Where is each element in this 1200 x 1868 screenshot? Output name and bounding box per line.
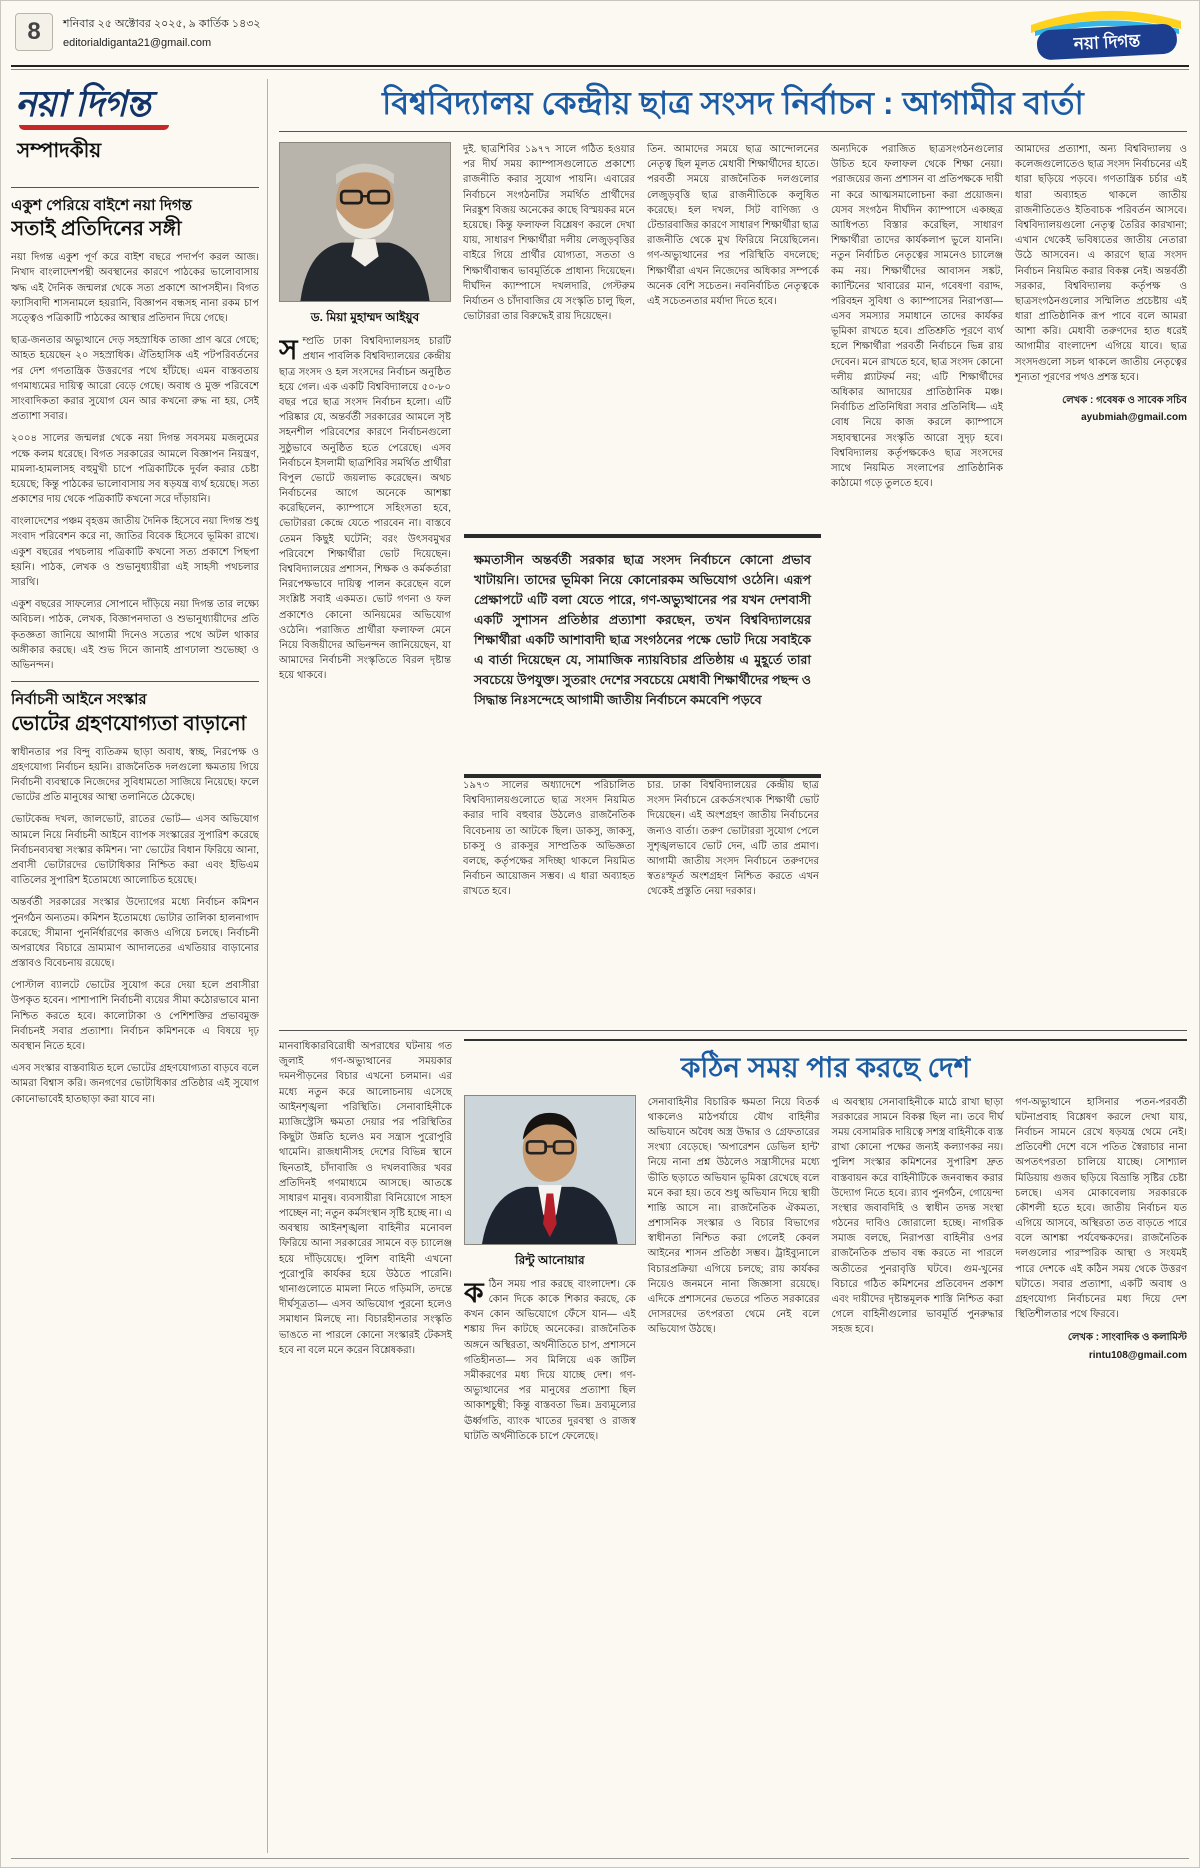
author-email-link[interactable]: rintu108@gmail.com	[1088, 1349, 1187, 1361]
column-text	[464, 1277, 636, 1444]
author-portrait-art	[464, 1095, 636, 1245]
paragraph: নয়া দিগন্ত একুশ পূর্ণ করে বাইশ বছরে পদার্পণ করল আজ। নিখাদ বাংলাদেশপন্থী অবস্থানের কারণে পাঠকের ভালোবাসায় ঋদ্ধ এই দৈনিক জন্মলগ্ন থেকে সত্য প্রকাশে আপসহীন। বিগত ফ্যাসিবাদী শাসনামলে হয়রানি, বিজ্ঞাপন বন্ধসহ নানা রকম চাপ সত্ত্বেও পত্রিকাটি পাঠকের আস্থার প্রতিদান দিয়ে গেছে।	[11, 252, 259, 325]
header-rule-thin	[11, 69, 1189, 70]
masthead-logo-text: নয়া দিগন্ত	[15, 83, 150, 124]
paragraph: ছাত্র-জনতার অভ্যুত্থানে দেড় সহস্রাধিক তাজা প্রাণ ঝরে গেছে; আহত হয়েছেন ২০ সহস্রাধিক। ঐতিহাসিক এই পটপরিবর্তনের পর দেশ গণতান্ত্রিক উত্তরণের পথে হাঁটছে। এমন বাস্তবতায় গণমাধ্যমের দায়িত্ব আরো বেড়ে গেছে। অবাধ ও মুক্ত পরিবেশে সাংবাদিকতা করার সুযোগ যেন আর কখনো রুদ্ধ না হয়, সেই প্রত্যাশা সবার।	[11, 335, 259, 423]
body-text: তিন. আমাদের সময়ে ছাত্র আন্দোলনের নেতৃত্ব ছিল মূলত মেধাবী শিক্ষার্থীদের হাতে। পরবর্তী সময়ে রাজনৈতিক দলগুলোর লেজুড়বৃত্তি ছাত্র রাজনীতিকে কলুষিত করেছে। হল দখল, সিট বাণিজ্য ও টেন্ডারবাজির কারণে সাধারণ শিক্ষার্থীরা ছাত্র রাজনীতি থেকে মুখ ফিরিয়ে নিয়েছিলেন। গণ-অভ্যুত্থানের পর পরিস্থিতি বদলেছে; শিক্ষার্থীরা এখন নিজেদের অধিকার সম্পর্কে অনেক বেশি সচেতন। নবনির্বাচিত নেতৃত্বকে এই সচেতনতার মর্যাদা দিতে হবে।	[647, 144, 819, 307]
paragraph: স্বাধীনতার পর বিন্দু ব্যতিক্রম ছাড়া অবাধ, স্বচ্ছ, নিরপেক্ষ ও গ্রহণযোগ্য নির্বাচন হয়নি। রাজনৈতিক দলগুলো ক্ষমতায় গিয়ে নির্বাচনী ব্যবস্থাকে নিজেদের সুবিধামতো সাজিয়ে নিয়েছে। ফলে ভোটের প্রতি মানুষের আস্থা তলানিতে ঠেকেছে।	[11, 746, 259, 804]
lead-article	[279, 142, 1187, 1022]
paragraph: এসব সংস্কার বাস্তবায়িত হলে ভোটের গ্রহণযোগ্যতা বাড়বে বলে আমরা বিশ্বাস করি। জনগণের ভোটাধিকার প্রতিষ্ঠার এই সুযোগ কোনোভাবেই হাতছাড়া করা যাবে না।	[11, 1063, 259, 1105]
author-credit: লেখক : গবেষক ও সাবেক সচিব	[1062, 395, 1187, 406]
column-text	[279, 334, 451, 683]
article-column-5	[1015, 1095, 1187, 1821]
article-column-4	[831, 142, 1003, 1022]
editorial-title: ভোটের গ্রহণযোগ্যতা বাড়ানো	[11, 712, 247, 735]
article-column-1	[279, 142, 451, 1022]
editorial-email-link[interactable]: editorialdiganta21@gmail.com	[63, 37, 212, 49]
drop-cap: স	[279, 334, 298, 366]
editorial-title: সতাই প্রতিদিনের সঙ্গী	[11, 218, 182, 241]
body-text: ম্প্রতি ঢাকা বিশ্ববিদ্যালয়সহ চারটি প্রধান পাবলিক বিশ্ববিদ্যালয়ের কেন্দ্রীয় ছাত্র সংসদ ও হল সংসদের নির্বাচন অনুষ্ঠিত হয়ে গেল। এক একটি বিশ্ববিদ্যালয়ে ৫০-৮০ বছর পরে ছাত্র সংসদ নির্বাচন হলো। এটি পরিষ্কার যে, অন্তর্বর্তী সরকারের আমলে সৃষ্ট সহনশীল পরিবেশের কারণে নির্বাচনগুলো সুষ্ঠুভাবে অনুষ্ঠিত হতে পেরেছে। এসব নির্বাচনে ইসলামী ছাত্রশিবির সমর্থিত প্রার্থীরা বিপুল ভোটে জয়লাভ করেছেন। অথচ নির্বাচনের আগে অনেকে আশঙ্কা করেছিলেন, ক্যাম্পাসে সহিংসতা হবে, ভোটাররা কেন্দ্রে যেতে পারবেন না। বাস্তবে তেমন কিছুই ঘটেনি; বরং উৎসবমুখর পরিবেশে শিক্ষার্থীরা ভোট দিয়েছেন। বিশ্ববিদ্যালয়ের প্রশাসন, শিক্ষক ও কর্মকর্তারা নিরপেক্ষভাবে দায়িত্ব পালন করেছেন বলে সংশ্লিষ্ট সবাই একমত। ভোট গণনা ও ফল প্রকাশেও কোনো অনিয়মের অভিযোগ ওঠেনি। পরাজিত প্রার্থীরা ফলাফল মেনে নিয়ে বিজয়ীদের অভিনন্দন জানিয়েছেন, যা আমাদের নির্বাচনী সংস্কৃতিতে বিরল দৃষ্টান্ত হয়ে থাকবে।	[279, 336, 451, 682]
masthead-underline	[19, 125, 169, 130]
paragraph: অন্তর্বর্তী সরকারের সংস্কার উদ্যোগের মধ্যে নির্বাচন কমিশন পুনর্গঠন অন্যতম। কমিশন ইতোমধ্যে ভোটার তালিকা হালনাগাদ করেছে; সীমানা পুনর্নির্ধারণের কাজও এগিয়ে চলছে। নির্বাচনী অপরাধের বিচারে ভ্রাম্যমাণ আদালতের এখতিয়ার বাড়ানোর প্রস্তাবও বিবেচনায় রয়েছে।	[11, 897, 259, 970]
second-article-columns	[464, 1095, 1187, 1821]
article-column-1	[279, 1039, 452, 1821]
footer-rule	[11, 1858, 1189, 1859]
editorial-kicker: নির্বাচনী আইনে সংস্কার	[11, 691, 147, 709]
main-content	[279, 79, 1187, 1853]
body-text: গণ-অভ্যুত্থানে হাসিনার পতন-পরবর্তী ঘটনাপ্রবাহ বিশ্লেষণ করলে দেখা যায়, নির্বাচন সামনে রেখে ষড়যন্ত্র থেমে নেই। প্রতিবেশী দেশে বসে পতিত স্বৈরাচার নানা অপতৎপরতা চালিয়ে যাচ্ছে। সোশ্যাল মিডিয়ায় গুজব ছড়িয়ে বিভ্রান্তি সৃষ্টির চেষ্টা চলছে। এসব মোকাবেলায় সরকারকে কৌশলী হতে হবে। জাতীয় নির্বাচন যত এগিয়ে আসবে, অস্থিরতা তত বাড়তে পারে বলে আশঙ্কা পর্যবেক্ষকদের। রাজনৈতিক দলগুলোর পারস্পরিক আস্থা ও সংযমই পারে দেশকে এই কঠিন সময় থেকে উত্তরণ ঘটাতে। সবার প্রত্যাশা, একটি অবাধ ও গ্রহণযোগ্য নির্বাচনের মধ্য দিয়ে দেশ স্থিতিশীলতার পথে ফিরবে।	[1015, 1096, 1187, 1321]
author-photo	[464, 1095, 636, 1245]
editorial-masthead	[11, 79, 259, 179]
body-text: আমাদের প্রত্যাশা, অন্য বিশ্ববিদ্যালয় ও কলেজগুলোতেও ছাত্র সংসদ নির্বাচনের এই ধারা ছড়িয়ে পড়বে। গণতান্ত্রিক চর্চার এই ধারা অব্যাহত থাকলে জাতীয় রাজনীতিতেও ইতিবাচক পরিবর্তন আসবে। বিশ্ববিদ্যালয়গুলো নেতৃত্ব তৈরির কারখানা; এখান থেকেই ভবিষ্যতের জাতীয় নেতারা উঠে আসবেন। এ কারণে ছাত্র সংসদ নির্বাচন নিয়মিত করার বিকল্প নেই। অন্তর্বর্তী সরকার, বিশ্ববিদ্যালয় কর্তৃপক্ষ ও ছাত্রসংগঠনগুলোর সম্মিলিত প্রচেষ্টায় এই ধারা প্রাতিষ্ঠানিক রূপ পাবে বলে আমরা আশা করি। মেধাবী তরুণদের হাত ধরেই আগামীর বাংলাদেশ এগিয়ে যাবে। ছাত্র সংসদগুলো সচল থাকলে জাতীয় নেতৃত্বের শূন্যতা পূরণের পথও প্রশস্ত হবে।	[1015, 144, 1187, 383]
paragraph: একুশ বছরের সাফল্যের সোপানে দাঁড়িয়ে নয়া দিগন্ত তার লক্ষ্যে অবিচল। পাঠক, লেখক, বিজ্ঞাপনদাতা ও শুভানুধ্যায়ীদের প্রতি কৃতজ্ঞতা জানিয়ে আগামী দিনেও সত্যের পথে অটল থাকার অঙ্গীকার করছে। এই শুভ দিনে জানাই প্রাণঢালা শুভেচ্ছা ও অভিনন্দন।	[11, 599, 259, 671]
editorial-column	[11, 79, 259, 1853]
article-column-4	[832, 1095, 1004, 1821]
drop-cap: ক	[464, 1276, 484, 1308]
author-email-link[interactable]: ayubmiah@gmail.com	[1081, 412, 1187, 424]
author-name: ড. মিয়া মুহাম্মদ আইয়ুব	[310, 310, 420, 324]
author-credit: লেখক : সাংবাদিক ও কলামিস্ট	[1067, 1332, 1187, 1344]
page-number: 8	[15, 13, 53, 51]
author-portrait-art	[279, 142, 451, 302]
date-line: শনিবার ২৫ অক্টোবর ২০২৫, ৯ কার্তিক ১৪৩২	[63, 18, 261, 30]
second-headline: কঠিন সময় পার করছে দেশ	[464, 1039, 1187, 1095]
article-column-2	[464, 1095, 636, 1821]
column-divider	[267, 79, 268, 1853]
logo-title: নয়া দিগন্ত	[1073, 31, 1141, 54]
paragraph: বাংলাদেশের পঞ্চম বৃহত্তম জাতীয় দৈনিক হিসেবে নয়া দিগন্ত শুধু সংবাদ পরিবেশন করে না, জাতির বিবেক হিসেবে ভূমিকা রাখে। একুশ বছরের পথচলায় পত্রিকাটি কখনো সত্য প্রকাশে পিছপা হয়নি। পাঠক, লেখক ও শুভানুধ্যায়ীরা এই সাহসী পথচলার সারথি।	[11, 516, 259, 589]
section-divider-rule	[279, 1030, 1187, 1031]
headline-rule	[279, 131, 1187, 132]
newspaper-logo-art	[1025, 5, 1185, 61]
page-header	[1, 1, 1199, 65]
header-rule-thick	[11, 65, 1189, 67]
date-block	[63, 15, 261, 49]
paragraph: পোস্টাল ব্যালটে ভোটের সুযোগ করে দেয়া হলে প্রবাসীরা উপকৃত হবেন। পাশাপাশি নির্বাচনী ব্যয়ের সীমা কঠোরভাবে মানা নিশ্চিত করতে হবে। কালোটাকা ও পেশিশক্তির প্রভাবমুক্ত নির্বাচনই সবার প্রত্যাশা। নির্বাচন কমিশনকে এ বিষয়ে দৃঢ় অবস্থান নিতে হবে।	[11, 980, 259, 1053]
body-text: ১৯৭৩ সালের অধ্যাদেশে পরিচালিত বিশ্ববিদ্যালয়গুলোতে ছাত্র সংসদ নিয়মিত করার দাবি বহুবার উঠলেও রাজনৈতিক বিবেচনায় তা আটকে ছিল। ডাকসু, জাকসু, চাকসু ও রাকসুর সাম্প্রতিক অভিজ্ঞতা বলছে, কর্তৃপক্ষের সদিচ্ছা থাকলে নিয়মিত নির্বাচন আয়োজন সম্ভব। এ ধারা অব্যাহত রাখতে হবে।	[463, 780, 635, 898]
newspaper-logo	[1025, 5, 1185, 61]
body-text: অন্যদিকে পরাজিত ছাত্রসংগঠনগুলোর উচিত হবে ফলাফল থেকে শিক্ষা নেয়া। পরাজয়ের জন্য প্রশাসন বা প্রতিপক্ষকে দায়ী না করে আত্মসমালোচনা করা প্রয়োজন। যেসব সংগঠন দীর্ঘদিন ক্যাম্পাসে একচ্ছত্র আধিপত্য বিস্তার করেছিল, সাধারণ শিক্ষার্থীরা তাদের কার্যকলাপ ভুলে যাননি। নতুন নির্বাচিত নেতৃত্বের সামনেও চ্যালেঞ্জ কম নয়। শিক্ষার্থীদের আবাসন সঙ্কট, ক্যান্টিনের খাবারের মান, গবেষণা বরাদ্দ, পরিবহন সুবিধা ও ক্যাম্পাসের নিরাপত্তা— এসব সমস্যার সমাধানে তাদের কার্যকর ভূমিকা রাখতে হবে। প্রতিশ্রুতি পূরণে ব্যর্থ হলে শিক্ষার্থীরা পরবর্তী নির্বাচনে ভিন্ন রায় দেবেন। মনে রাখতে হবে, ছাত্র সংসদ কোনো দলীয় প্ল্যাটফর্ম নয়; এটি শিক্ষার্থীদের অধিকার আদায়ের প্রাতিষ্ঠানিক মঞ্চ। নির্বাচিত প্রতিনিধিরা সবার প্রতিনিধি— এই বোধ নিয়ে কাজ করলে ক্যাম্পাসে সহাবস্থানের সংস্কৃতি আরো সুদৃঢ় হবে। বিশ্ববিদ্যালয় কর্তৃপক্ষকেও ছাত্র সংসদের সাথে নিয়মিত সংলাপের প্রাতিষ্ঠানিক কাঠামো গড়ে তুলতে হবে।	[831, 144, 1003, 490]
masthead-subtitle: সম্পাদকীয়	[17, 139, 102, 162]
article-column-3	[648, 1095, 820, 1821]
editorial-kicker: একুশ পেরিয়ে বাইশে নয়া দিগন্ত	[11, 196, 193, 214]
editorial-body	[11, 250, 259, 673]
body-text: ঠিন সময় পার করছে বাংলাদেশ। কে কোন দিকে কাকে শিকার করছে, কে কখন কোন অভিযোগে ফেঁসে যান— এই শঙ্কায় দিন কাটছে অনেকের। রাজনৈতিক অঙ্গনে অস্থিরতা, অর্থনীতিতে চাপ, প্রশাসনে গতিহীনতা— সব মিলিয়ে এক জটিল সমীকরণের মধ্য দিয়ে যাচ্ছে দেশ। গণ-অভ্যুত্থানের পর মানুষের প্রত্যাশা ছিল আকাশচুম্বী; কিন্তু বাস্তবতা ভিন্ন। দ্রব্যমূল্যের ঊর্ধ্বগতি, ব্যাংক খাতের দুরবস্থা ও রাজস্ব ঘাটতি অর্থনীতিকে চাপে ফেলেছে।	[464, 1278, 636, 1442]
pull-quote: ক্ষমতাসীন অন্তর্বর্তী সরকার ছাত্র সংসদ নির্বাচনে কোনো প্রভাব খাটায়নি। তাদের ভূমিকা নিয়ে কোনোরকম অভিযোগ ওঠেনি। এরূপ প্রেক্ষাপটে এটি বলা যেতে পারে, গণ-অভ্যুত্থানের পর যখন দেশবাসী একটি সুশাসন প্রতিষ্ঠার প্রত্যাশা করছেন, তখন বিশ্ববিদ্যালয়ের শিক্ষার্থীরা একটি আশাবাদী ছাত্র সংগঠনের পক্ষে ভোট দিয়ে সবাইকে এ বার্তা দিয়েছেন যে, সামাজিক ন্যায়বিচার প্রতিষ্ঠায় এ মুহূর্তে তারা সবচেয়ে উপযুক্ত। সুতরাং দেশের সবচেয়ে মেধাবী শিক্ষার্থীদের পছন্দ ও সিদ্ধান্ত নিঃসন্দেহে আগামী জাতীয় নির্বাচনে কমবেশি পড়বে	[464, 534, 821, 778]
editorial-body	[11, 745, 259, 1107]
body-text: এ অবস্থায় সেনাবাহিনীকে মাঠে রাখা ছাড়া সরকারের সামনে বিকল্প ছিল না। তবে দীর্ঘ সময় বেসামরিক দায়িত্বে সশস্ত্র বাহিনীকে ব্যস্ত রাখা কোনো পক্ষের জন্যই কল্যাণকর নয়। পুলিশ সংস্কার কমিশনের সুপারিশ দ্রুত বাস্তবায়ন করে বাহিনীটিকে জনবান্ধব করার উদ্যোগ নিতে হবে। র‍্যাব পুনর্গঠন, গোয়েন্দা সংস্থার জবাবদিহি ও স্বাধীন তদন্ত সংস্থা গঠনের দাবিও জোরালো হচ্ছে। নাগরিক সমাজ বলছে, নিরাপত্তা বাহিনীর ওপর রাজনৈতিক প্রভাব বন্ধ করতে না পারলে অতীতের পুনরাবৃত্তি ঘটবে। গুম-খুনের বিচারে গঠিত কমিশনের প্রতিবেদন প্রকাশ এবং দায়ীদের দৃষ্টান্তমূলক শাস্তি নিশ্চিত করা গেলে বাহিনীগুলোর ভাবমূর্তি পুনরুদ্ধার সহজ হবে।	[831, 1096, 1004, 1336]
body-text: দুই. ছাত্রশিবির ১৯৭৭ সালে গঠিত হওয়ার পর দীর্ঘ সময় ক্যাম্পাসগুলোতে প্রকাশ্যে রাজনীতি করার সুযোগ পায়নি। এবারের নির্বাচনে সংগঠনটির সমর্থিত প্রার্থীদের নিরঙ্কুশ বিজয় অনেকের কাছে বিস্ময়কর মনে হয়েছে। কিন্তু ফলাফল বিশ্লেষণ করলে দেখা যায়, সাধারণ শিক্ষার্থীরা দলীয় লেজুড়বৃত্তির বাইরে গিয়ে প্রার্থীর যোগ্যতা, সততা ও শিক্ষার্থীবান্ধব ভাবমূর্তিকে প্রাধান্য দিয়েছেন। দীর্ঘদিন ক্যাম্পাসে দখলদারি, গেস্টরুম নির্যাতন ও চাঁদাবাজির যে সংস্কৃতি চালু ছিল, ভোটাররা তার বিরুদ্ধেই রায় দিয়েছেন।	[463, 144, 635, 323]
paragraph: ভোটকেন্দ্র দখল, জালভোট, রাতের ভোট— এসব অভিযোগ আমলে নিয়ে নির্বাচনী আইনে ব্যাপক সংস্কারের সুপারিশ করেছে নির্বাচনব্যবস্থা সংস্কার কমিশন। 'না' ভোটের বিধান ফিরিয়ে আনা, প্রবাসী ভোটারদের ভোটাধিকার নিশ্চিত করা এবং ইভিএম বাতিলের সুপারিশ ইতোমধ্যে আলোচিত হয়েছে।	[11, 814, 259, 887]
editorial-article-election-reform	[11, 681, 259, 1107]
paragraph: ২০০৪ সালের জন্মলগ্ন থেকে নয়া দিগন্ত সবসময় মজলুমের পক্ষে কলম ধরেছে। বিগত সরকারের আমলে বিজ্ঞাপন নিয়ন্ত্রণ, মামলা-হামলাসহ বহুমুখী চাপে পত্রিকাটিকে দুর্বল করার চেষ্টা হয়েছে; কিন্তু পাঠকের ভালোবাসায় সব ষড়যন্ত্র ব্যর্থ হয়েছে। সত্য প্রকাশের দায় থেকে পত্রিকাটি কখনো সরে দাঁড়ায়নি।	[11, 433, 259, 506]
body-text: সেনাবাহিনীর বিচারিক ক্ষমতা নিয়ে বিতর্ক থাকলেও মাঠপর্যায়ে যৌথ বাহিনীর অভিযানে অবৈধ অস্ত্র উদ্ধার ও গ্রেফতারের সংখ্যা বেড়েছে। 'অপারেশন ডেভিল হান্ট' নিয়ে নানা প্রশ্ন উঠলেও সন্ত্রাসীদের মধ্যে ভীতি ছড়াতে অভিযান ভূমিকা রেখেছে বলে মনে করা হয়। তবে শুধু অভিযান দিয়ে স্থায়ী শান্তি আসে না। রাজনৈতিক ঐকমত্য, প্রশাসনিক সংস্কার ও বিচার বিভাগের স্বাধীনতা নিশ্চিত করা গেলেই কেবল আইনের শাসন প্রতিষ্ঠা সম্ভব। ট্রাইব্যুনালে বিচারপ্রক্রিয়া এগিয়ে চলছে; রায় কার্যকর নিয়েও জনমনে নানা জিজ্ঞাসা রয়েছে। এদিকে প্রশাসনের ভেতরে পতিত সরকারের দোসরদের তৎপরতা থেমে নেই বলে অভিযোগ উঠছে।	[647, 1096, 820, 1336]
author-name: রিন্টু আনোয়ার	[515, 1252, 585, 1267]
article-column-5	[1015, 142, 1187, 1022]
body-text: চার. ঢাকা বিশ্ববিদ্যালয়ের কেন্দ্রীয় ছাত্র সংসদ নির্বাচনে রেকর্ডসংখ্যক শিক্ষার্থী ভোট দিয়েছেন। এই অংশগ্রহণ জাতীয় নির্বাচনের জন্যও বার্তা। তরুণ ভোটাররা সুযোগ পেলে সুশৃঙ্খলভাবে ভোট দেন, এটি তার প্রমাণ। আগামী জাতীয় সংসদ নির্বাচনে তরুণদের স্বতঃস্ফূর্ত অংশগ্রহণ নিশ্চিত করতে এখন থেকেই প্রস্তুতি নেয়া দরকার।	[647, 780, 819, 898]
author-photo	[279, 142, 451, 302]
second-article-right	[464, 1039, 1187, 1821]
body-text: মানবাধিকারবিরোধী অপরাধের ঘটনায় গত জুলাই গণ-অভ্যুত্থানের সময়কার দমনপীড়নের বিচার এখনো চলমান। এর মধ্যে নতুন করে আলোচনায় এসেছে আইনশৃঙ্খলা পরিস্থিতি। সেনাবাহিনীকে ম্যাজিস্ট্রেসি ক্ষমতা দেয়ার পর পরিস্থিতির কিছুটা উন্নতি হলেও মব সন্ত্রাস পুরোপুরি থামেনি। রাজধানীসহ দেশের বিভিন্ন স্থানে ছিনতাই, চাঁদাবাজি ও দখলবাজির খবর প্রতিদিনই গণমাধ্যমে আসছে। আতঙ্কে সাধারণ মানুষ। ব্যবসায়ীরা বিনিয়োগে সাহস পাচ্ছেন না; নতুন কর্মসংস্থান সৃষ্টি হচ্ছে না। এ অবস্থায় আইনশৃঙ্খলা বাহিনীর মনোবল ফিরিয়ে আনা সরকারের সামনে বড় চ্যালেঞ্জ হয়ে দাঁড়িয়েছে। পুলিশ বাহিনী এখনো পুরোপুরি কার্যকর হয়ে উঠতে পারেনি। থানাগুলোতে মামলা নিতে গড়িমসি, তদন্তে দীর্ঘসূত্রতা— এসব অভিযোগ পুরনো হলেও সমাধান মিলছে না। বিচারহীনতার সংস্কৃতি ভাঙতে না পারলে কোনো সংস্কারই টেকসই হবে না বলে মনে করেন বিশ্লেষকরা।	[279, 1041, 452, 1356]
second-article	[279, 1039, 1187, 1821]
editorial-article-anniversary	[11, 187, 259, 673]
lead-headline: বিশ্ববিদ্যালয় কেন্দ্রীয় ছাত্র সংসদ নির্বাচন : আগামীর বার্তা	[382, 85, 1084, 121]
